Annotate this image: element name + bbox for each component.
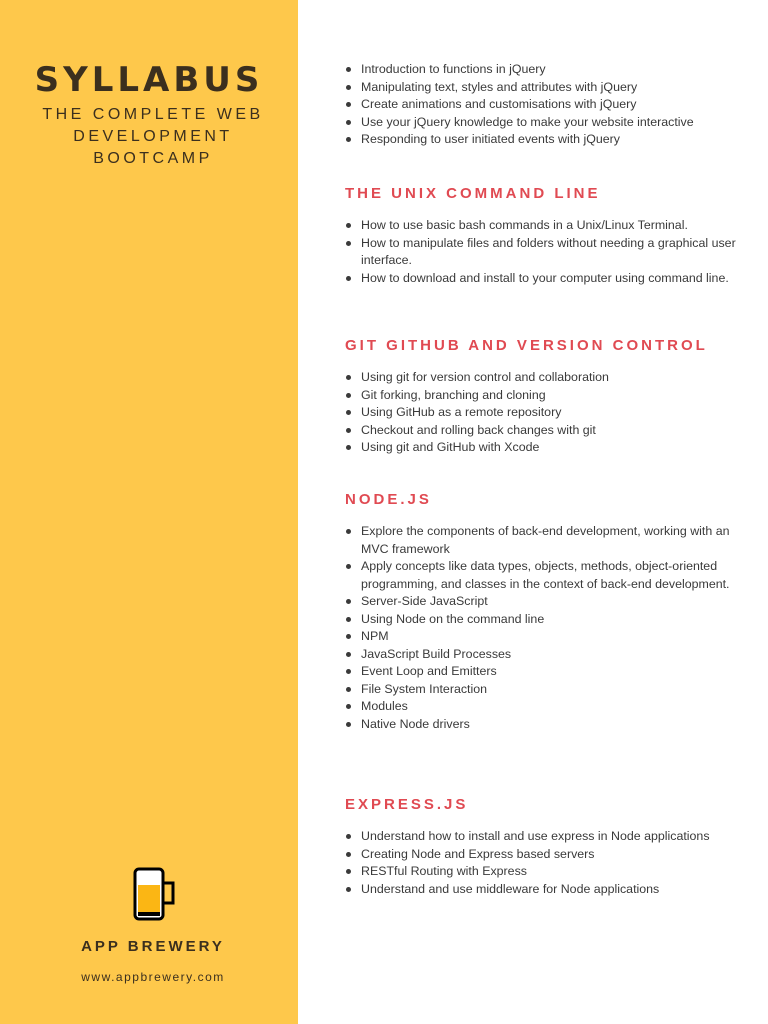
list-item: Event Loop and Emitters xyxy=(345,663,745,681)
list-item: How to use basic bash commands in a Unix/Linux Terminal. xyxy=(345,217,745,235)
section-git xyxy=(345,337,745,457)
section-unix xyxy=(345,185,745,287)
topic-list xyxy=(345,523,745,733)
list-item: Responding to user initiated events with jQuery xyxy=(345,131,745,149)
list-item: Modules xyxy=(345,698,745,716)
sidebar xyxy=(0,0,298,1024)
topic-list xyxy=(345,217,745,287)
page-title: SYLLABUS xyxy=(34,60,264,100)
list-item: Create animations and customisations with jQuery xyxy=(345,96,745,114)
list-item: NPM xyxy=(345,628,745,646)
list-item: Using Node on the command line xyxy=(345,611,745,629)
section-jquery xyxy=(345,61,745,149)
subtitle-line: DEVELOPMENT xyxy=(73,128,233,145)
topic-list xyxy=(345,828,745,898)
list-item: Using GitHub as a remote repository xyxy=(345,404,745,422)
beer-phone-logo-icon xyxy=(133,867,177,921)
section-nodejs xyxy=(345,491,745,733)
subtitle-line: BOOTCAMP xyxy=(93,150,213,167)
list-item: Introduction to functions in jQuery xyxy=(345,61,745,79)
brand-name: APP BREWERY xyxy=(81,938,225,955)
section-heading: NODE.JS xyxy=(345,491,432,508)
list-item: Creating Node and Express based servers xyxy=(345,846,745,864)
brand-url: www.appbrewery.com xyxy=(81,970,225,984)
list-item: Git forking, branching and cloning xyxy=(345,387,745,405)
section-heading: THE UNIX COMMAND LINE xyxy=(345,185,601,202)
list-item: JavaScript Build Processes xyxy=(345,646,745,664)
section-expressjs xyxy=(345,796,745,898)
list-item: Understand how to install and use express in Node applications xyxy=(345,828,745,846)
list-item: Understand and use middleware for Node applications xyxy=(345,881,745,899)
course-subtitle xyxy=(0,104,306,170)
section-heading: EXPRESS.JS xyxy=(345,796,469,813)
list-item: How to download and install to your computer using command line. xyxy=(345,270,745,288)
list-item: Explore the components of back-end development, working with an MVC framework xyxy=(345,523,745,558)
list-item: RESTful Routing with Express xyxy=(345,863,745,881)
list-item: Native Node drivers xyxy=(345,716,745,734)
list-item: Apply concepts like data types, objects, methods, object-oriented programming, and classes in the context of back-end development. xyxy=(345,558,745,593)
list-item: File System Interaction xyxy=(345,681,745,699)
subtitle-line: THE COMPLETE WEB xyxy=(42,106,264,123)
topic-list xyxy=(345,61,745,149)
section-heading: GIT GITHUB AND VERSION CONTROL xyxy=(345,337,708,354)
list-item: Checkout and rolling back changes with git xyxy=(345,422,745,440)
list-item: Use your jQuery knowledge to make your website interactive xyxy=(345,114,745,132)
topic-list xyxy=(345,369,745,457)
list-item: Using git and GitHub with Xcode xyxy=(345,439,745,457)
list-item: Using git for version control and collaboration xyxy=(345,369,745,387)
list-item: Server-Side JavaScript xyxy=(345,593,745,611)
list-item: Manipulating text, styles and attributes with jQuery xyxy=(345,79,745,97)
list-item: How to manipulate files and folders without needing a graphical user interface. xyxy=(345,235,745,270)
